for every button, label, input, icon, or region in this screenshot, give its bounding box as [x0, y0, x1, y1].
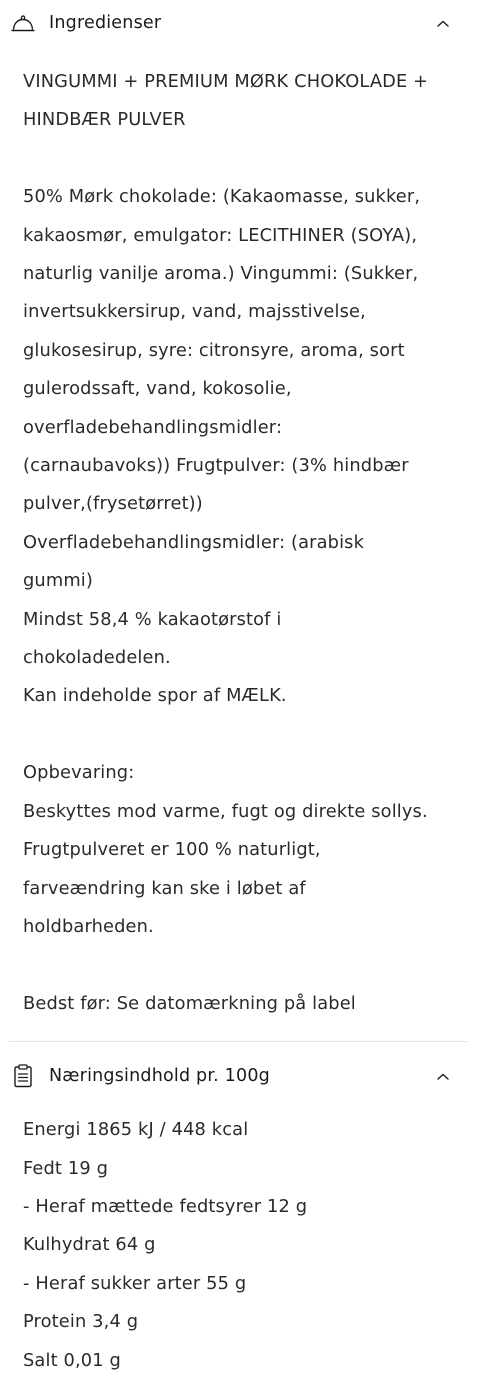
text-line: Frugtpulveret er 100 % naturligt, — [23, 839, 321, 861]
nutrition-line-saturated-fat: - Heraf mættede fedtsyrer 12 g — [23, 1195, 308, 1217]
nutrition-list — [23, 1111, 454, 1380]
ingredient-list — [23, 178, 454, 716]
text-line: kakaosmør, emulgator: LECITHINER (SOYA), — [23, 224, 418, 246]
cloche-icon — [10, 10, 36, 36]
best-before-info — [23, 985, 454, 1023]
nutrition-accordion — [0, 1053, 478, 1380]
paragraph-spacer — [23, 716, 454, 754]
chevron-up-icon[interactable] — [435, 1068, 451, 1084]
text-line: HINDBÆR PULVER — [23, 109, 186, 131]
nutrition-line-salt: Salt 0,01 g — [23, 1349, 121, 1371]
text-line: farveændring kan ske i løbet af — [23, 877, 306, 899]
text-line: glukosesirup, syre: citronsyre, aroma, sort — [23, 339, 405, 361]
section-divider — [9, 1041, 468, 1042]
nutrition-line-energy: Energi 1865 kJ / 448 kcal — [23, 1119, 249, 1141]
nutrition-content — [0, 1099, 478, 1380]
text-line: gulerodssaft, vand, kokosolie, — [23, 378, 292, 400]
text-line: VINGUMMI + PREMIUM MØRK CHOKOLADE + — [23, 71, 429, 92]
text-line: Overfladebehandlingsmidler: (arabisk — [23, 531, 365, 553]
text-line: Mindst 58,4 % kakaotørstof i — [23, 608, 282, 630]
product-composition — [23, 63, 454, 140]
text-line: invertsukkersirup, vand, majsstivelse, — [23, 301, 366, 323]
text-line: Beskyttes mod varme, fugt og direkte sollys. — [23, 800, 428, 822]
text-line: naturlig vanilje aroma.) Vingummi: (Sukker, — [23, 263, 419, 285]
paragraph-spacer — [23, 140, 454, 178]
nutrition-accordion-header[interactable] — [0, 1053, 478, 1099]
ingredients-content — [0, 46, 478, 1023]
text-line: Bedst før: Se datomærkning på label — [23, 992, 356, 1014]
text-line: (carnaubavoks)) Frugtpulver: (3% hindbær — [23, 455, 409, 477]
text-line: Opbevaring: — [23, 762, 135, 784]
chevron-up-icon[interactable] — [435, 15, 451, 31]
text-line: chokoladedelen. — [23, 647, 171, 669]
paragraph-spacer — [23, 946, 454, 984]
ingredients-accordion-header[interactable] — [0, 0, 478, 46]
text-line: gummi) — [23, 570, 93, 592]
nutrition-line-fat: Fedt 19 g — [23, 1157, 109, 1179]
text-line: 50% Mørk chokolade: (Kakaomasse, sukker, — [23, 186, 421, 208]
nutrition-line-carbohydrate: Kulhydrat 64 g — [23, 1234, 156, 1256]
clipboard-icon — [10, 1063, 36, 1089]
text-line: pulver,(frysetørret)) — [23, 493, 203, 515]
nutrition-line-protein: Protein 3,4 g — [23, 1311, 139, 1333]
text-line: Kan indeholde spor af MÆLK. — [23, 685, 287, 707]
section-spacer — [0, 1023, 478, 1041]
ingredients-title: Ingredienser — [49, 13, 162, 33]
text-line: overfladebehandlingsmidler: — [23, 416, 283, 438]
nutrition-line-sugars: - Heraf sukker arter 55 g — [23, 1272, 247, 1294]
nutrition-title: Næringsindhold pr. 100g — [49, 1066, 270, 1087]
text-line: holdbarheden. — [23, 915, 154, 937]
storage-info — [23, 754, 454, 946]
